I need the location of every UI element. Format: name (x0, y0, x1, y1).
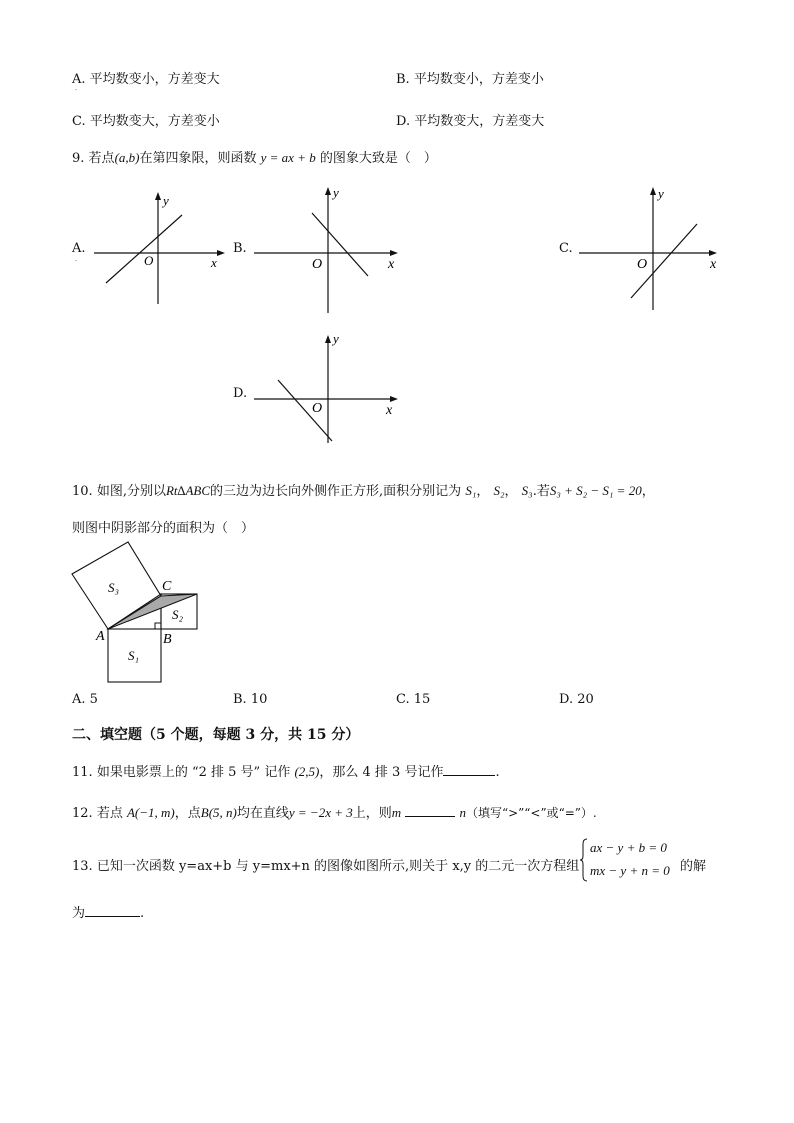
question-9 (72, 147, 437, 166)
option-text: 平均数变大，方差变大 (414, 114, 545, 129)
graph-b (250, 180, 410, 315)
s2-label: S₂ (172, 607, 184, 622)
math-point: (a,b) (114, 150, 140, 165)
question-13-end: 的解 (680, 859, 707, 874)
dot-mark: . (75, 85, 77, 92)
y-label: y (333, 185, 339, 200)
origin-label: O (144, 253, 154, 268)
s1-label: S₁ (128, 648, 140, 663)
graph-a-label: A. (72, 241, 86, 256)
option-value: 15 (413, 692, 431, 707)
s3-label: S₃ (108, 580, 120, 595)
option-c-q8 (72, 110, 220, 129)
question-end: . (140, 906, 145, 921)
y-label: y (163, 193, 169, 208)
question-number: 10. (72, 484, 93, 499)
vertex-b-label: B (163, 632, 172, 647)
answer-blank[interactable] (405, 804, 455, 817)
math-equation: S₃ + S₂ − S₁ = 20 (549, 483, 642, 498)
x-axis-arrow (390, 250, 398, 256)
question-text: 已知一次函数 y=ax+b 与 y=mx+n 的图像如图所示,则关于 x,y 的二元一次方程组 (96, 859, 580, 874)
question-text: .若 (532, 484, 550, 499)
question-end: . (495, 765, 500, 780)
math-point-b: B(5, n) (200, 805, 237, 820)
vertex-a-label: A (96, 629, 105, 644)
graph-c (575, 180, 725, 315)
option-text: 平均数变小，方差变小 (413, 72, 544, 87)
y-label: y (333, 331, 339, 346)
question-text: 若点 (96, 806, 123, 821)
option-label: C. (72, 114, 86, 129)
vertex-c-label: C (162, 579, 172, 594)
math-triangle: Rt∆ABC (165, 483, 211, 498)
question-text: 若点 (88, 151, 115, 166)
y-axis-arrow (325, 187, 331, 195)
question-text: ，点 (174, 806, 201, 821)
graph-c-label: C. (559, 241, 573, 256)
answer-blank[interactable] (443, 763, 495, 776)
question-10: 10. 如图,分别以Rt∆ABC的三边为边长向外侧作正方形,面积分别记为 S₁， S₂， S₃.若S₃ + S₂ − S₁ = 20， (72, 483, 655, 499)
option-label: D. (396, 114, 411, 129)
equation-2: mx − y + n = 0 (590, 863, 670, 878)
question-10-line-2: 则图中阴影部分的面积为（ ） (72, 521, 255, 536)
math-s2: S₂ (493, 483, 505, 498)
option-label: B. (233, 692, 247, 707)
question-text: 的图象大致是（ ） (319, 151, 437, 166)
option-a-q8 (72, 68, 220, 87)
option-label: B. (396, 72, 410, 87)
option-label: A. (72, 692, 86, 707)
q10-option-c (396, 692, 430, 707)
math-s3: S₃ (521, 483, 533, 498)
question-number: 9. (72, 151, 85, 166)
question-text: 在第四象限，则函数 (139, 151, 257, 166)
option-value: 20 (577, 692, 594, 707)
x-label: x (211, 255, 217, 270)
x-label: x (710, 257, 717, 272)
option-value: 5 (89, 692, 98, 707)
question-11 (72, 761, 500, 780)
dot-mark: . (75, 256, 77, 263)
question-number: 12. (72, 806, 93, 821)
origin-label: O (312, 401, 323, 416)
q10-figure (66, 536, 206, 688)
option-text: 平均数变小，方差变大 (89, 72, 220, 87)
option-value: 10 (250, 692, 268, 707)
y-axis-arrow (325, 335, 331, 343)
y-label: y (658, 186, 664, 201)
question-text: ，那么 4 排 3 号记作 (319, 765, 444, 780)
question-number: 11. (72, 765, 93, 780)
origin-label: O (637, 257, 648, 272)
option-d-q8 (396, 110, 544, 129)
q10-option-a (72, 692, 98, 707)
x-axis-arrow (390, 396, 398, 402)
math-s1: S₁ (465, 483, 477, 498)
question-text: 如果电影票上的 “2 排 5 号” 记作 (96, 765, 291, 780)
equation-brace (580, 838, 588, 882)
option-label: C. (396, 692, 410, 707)
math-m: m (391, 805, 402, 820)
math-point-a: A(−1, m) (126, 805, 175, 820)
option-b-q8 (396, 68, 544, 87)
question-number: 13. (72, 859, 93, 874)
q10-option-b (233, 692, 267, 707)
x-axis-arrow (217, 250, 225, 256)
q10-option-d (559, 692, 594, 707)
question-text: （填写“>”“<”或“=”）. (465, 806, 597, 820)
equation-1: ax − y + b = 0 (590, 840, 667, 855)
graph-d-label: D. (233, 386, 248, 401)
answer-blank[interactable] (85, 904, 140, 917)
function-line (278, 380, 332, 441)
x-axis-arrow (709, 250, 717, 256)
question-13-line-2 (72, 902, 144, 921)
math-pair: (2,5) (294, 764, 320, 779)
x-label: x (386, 403, 393, 418)
section-heading: 二、填空题（5 个题，每题 3 分，共 15 分） (72, 727, 360, 743)
question-text: 的三边为边长向外侧作正方形,面积分别记为 (210, 484, 462, 499)
math-line: y = −2x + 3 (288, 805, 353, 820)
math-function: y = ax + b (260, 150, 316, 165)
graph-d (250, 328, 410, 448)
question-text: 上，则 (352, 806, 392, 821)
math-n: n (459, 805, 466, 820)
option-label: A. (72, 72, 86, 87)
question-text: 为 (72, 906, 86, 921)
y-axis-arrow (155, 192, 161, 200)
question-12 (72, 802, 597, 821)
function-line (106, 215, 182, 283)
x-label: x (388, 257, 395, 272)
option-label: D. (559, 692, 574, 707)
option-text: 平均数变大，方差变小 (89, 114, 220, 129)
right-angle-mark (155, 623, 161, 629)
question-13 (72, 855, 579, 874)
origin-label: O (312, 257, 323, 272)
y-axis-arrow (650, 187, 656, 195)
graph-a (90, 185, 230, 310)
graph-b-label: B. (233, 241, 247, 256)
question-text: 均在直线 (236, 806, 289, 821)
question-text: 如图,分别以 (96, 484, 166, 499)
